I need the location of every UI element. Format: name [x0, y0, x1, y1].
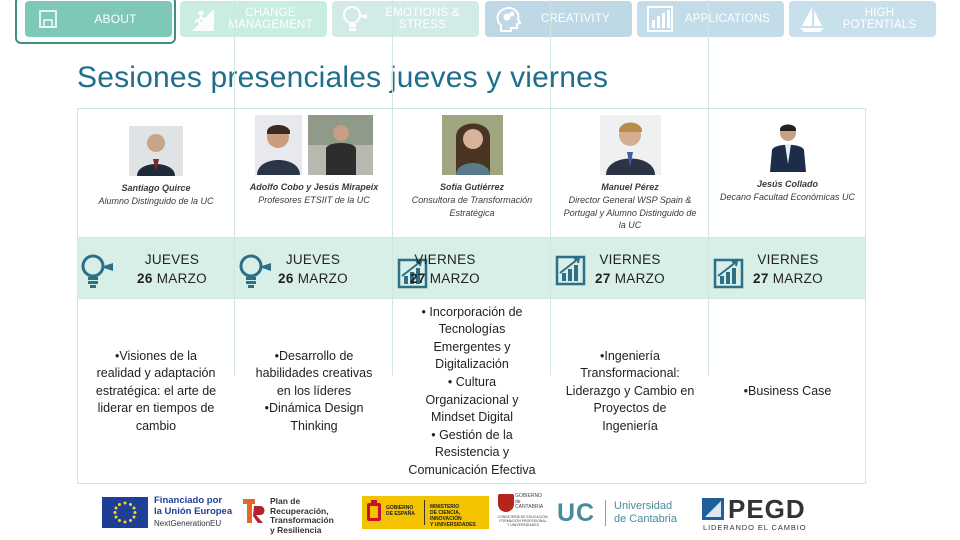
speaker-role: Alumno Distinguido de la UC: [98, 196, 214, 206]
tab-applications-label: APPLICATIONS: [684, 13, 771, 25]
session-topics: [77, 299, 235, 484]
prtr-line-3: y Resiliencia: [270, 524, 322, 535]
topic-text: •Business Case: [743, 383, 832, 398]
tab-about-label: ABOUT: [94, 12, 137, 26]
day-number: 27: [410, 271, 426, 286]
speaker-role: Consultora de Transformación Estratégica: [411, 195, 533, 218]
eu-line-2: la Unión Europea: [154, 506, 233, 517]
speaker-photo: [308, 115, 373, 175]
weekday-label: VIERNES: [599, 252, 661, 267]
session-topics: [551, 299, 709, 484]
pegd-logo-text: PEGD: [728, 494, 806, 524]
speaker-cell: [235, 108, 393, 237]
weekday-label: VIERNES: [757, 252, 819, 267]
cantabria-subtext: CONSEJERÍA DE EDUCACIÓN, FORMACIÓN PROFESIONAL Y UNIVERSIDADES: [497, 515, 549, 527]
month-label: MARZO: [156, 271, 207, 286]
speaker-role: Profesores ETSIIT de la UC: [258, 195, 370, 205]
pegd-logo-icon: [702, 498, 724, 520]
speaker-photo: [129, 126, 183, 176]
day-number: 26: [278, 271, 294, 286]
tab-change-label: CHANGE MANAGEMENT: [228, 7, 313, 31]
topic-text: •Ingeniería Transformacional: Liderazgo y Cambio en Proyectos de Ingeniería: [565, 348, 695, 433]
weekday-label: VIERNES: [414, 252, 476, 267]
speaker-name: Manuel Pérez: [601, 182, 659, 192]
topic-text: • Incorporación de Tecnologías Emergentes y Digitalización • Cultura Organizacional y Mindset Digital • Gestión de la Resistencia y Comunicación Efectiva: [408, 304, 536, 477]
session-topics: [709, 299, 866, 484]
lightbulb-icon: [80, 254, 114, 290]
month-label: MARZO: [772, 271, 823, 286]
day-number: 26: [137, 271, 153, 286]
pegd-tagline: LIDERANDO EL CAMBIO: [703, 523, 807, 532]
topic-text: •Visiones de la realidad y adaptación estratégica: el arte de liderar en tiempos de cambio: [95, 348, 217, 433]
tab-emotions-label: EMOTIONS & STRESS: [385, 7, 460, 31]
speaker-name: Jesús Collado: [756, 179, 819, 189]
ministerio-text: MINISTERIO DE CIENCIA, INNOVACIÓN Y UNIVERSIDADES: [430, 504, 476, 528]
tab-creativity-label: CREATIVITY: [541, 13, 610, 25]
speaker-photo: [442, 115, 503, 175]
sponsor-logos: [0, 488, 960, 540]
divider: [605, 500, 606, 526]
eu-line-3: NextGenerationEU: [154, 519, 222, 528]
uc-text: [614, 500, 677, 525]
cantabria-shield-icon: [498, 494, 514, 512]
square-frame-icon: [31, 4, 65, 34]
session-topics: [235, 299, 393, 484]
gobierno-espana-logo: [362, 496, 489, 529]
speaker-name: Adolfo Cobo y Jesús Mirapeix: [249, 182, 379, 192]
speaker-photo: [255, 115, 302, 175]
month-label: MARZO: [614, 271, 665, 286]
speaker-photo: [600, 115, 661, 175]
month-label: MARZO: [297, 271, 348, 286]
speaker-photo: [766, 120, 810, 172]
tab-high-potentials-label: HIGH POTENTIALS: [842, 7, 917, 31]
day-number: 27: [753, 271, 769, 286]
page-title: Sesiones presenciales jueves y viernes: [77, 61, 609, 94]
date-text: [390, 250, 500, 288]
eu-flag-icon: [102, 497, 148, 528]
gobierno-text: GOBIERNO DE ESPAÑA: [386, 505, 415, 517]
tab-high-potentials[interactable]: [789, 1, 936, 37]
date-text: [117, 250, 227, 288]
weekday-label: JUEVES: [285, 252, 341, 267]
uc-line-2: de Cantabria: [614, 512, 677, 525]
cantabria-text: GOBIERNO de CANTABRIA: [515, 493, 544, 510]
eu-funding-text: [154, 495, 238, 517]
session-date: [77, 237, 235, 298]
date-text: [575, 250, 685, 288]
speaker-cell: [709, 108, 866, 237]
weekday-label: JUEVES: [144, 252, 200, 267]
session-date: [551, 237, 709, 298]
speaker-cell: [77, 108, 235, 237]
session-date: [709, 237, 866, 298]
session-date: [235, 237, 393, 298]
day-number: 27: [595, 271, 611, 286]
speaker-cell: [393, 108, 551, 237]
session-topics: [393, 299, 551, 484]
speaker-name: Santiago Quirce: [121, 183, 191, 193]
speaker-cell: [551, 108, 709, 237]
speaker-role: Decano Facultad Económicas UC: [719, 192, 856, 202]
prtr-line-2: Transformación: [270, 515, 334, 525]
prtr-logo-icon: [242, 498, 266, 524]
session-date: [393, 237, 551, 298]
eu-line-1: Financiado por: [154, 495, 223, 506]
uc-line-1: Universidad: [614, 500, 673, 512]
month-label: MARZO: [429, 271, 480, 286]
speaker-role: Director General WSP Spain & Portugal y Alumno Distinguido de la UC: [563, 195, 697, 230]
prtr-line-1: Plan de Recuperación,: [270, 496, 329, 516]
date-text: [258, 250, 368, 288]
coat-of-arms-icon: [365, 500, 383, 525]
sailboat-icon: [795, 4, 829, 34]
speaker-name: Sofía Gutiérrez: [439, 182, 504, 192]
prtr-text: [270, 497, 360, 535]
uc-logo-mark: UC: [557, 499, 596, 527]
topic-text: •Desarrollo de habilidades creativas en los líderes •Dinámica Design Thinking: [255, 348, 373, 433]
date-text: [733, 250, 843, 288]
